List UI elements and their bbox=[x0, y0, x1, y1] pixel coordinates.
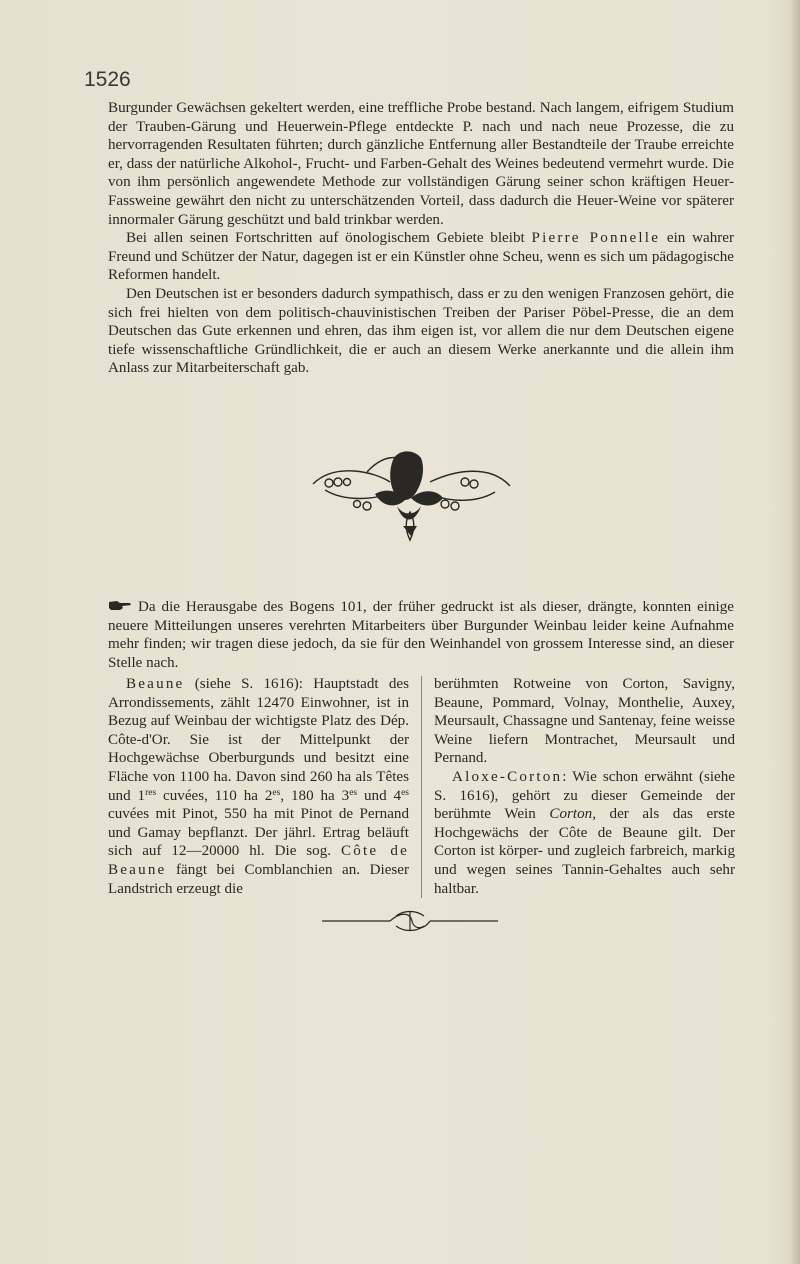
tailpiece-ornament bbox=[320, 908, 500, 934]
column-left bbox=[108, 675, 409, 898]
superscript-es: es bbox=[272, 787, 281, 798]
entry-title-aloxe-corton: Aloxe-Corton bbox=[452, 768, 563, 785]
intro-text bbox=[108, 99, 734, 378]
entry-beaune-text-2: cuvées, 110 ha 2 bbox=[156, 787, 273, 804]
superscript-res: res bbox=[145, 787, 157, 798]
intro-paragraph-2-end: ein wahrer Freund und Schützer der Natur, dagegen ist er ein Künstler ohne Scheu, wenn es sich um pädagogische Reformen handelt. bbox=[108, 230, 735, 284]
column-right bbox=[434, 675, 735, 898]
editorial-note-text: Da die Herausgabe des Bogens 101, der früher gedruckt ist als dieser, drängte, konnten einige neuere Mitteilungen unseres verehrten Mitarbeiters über Burgunder Weinbau leider keine Aufnahme mehr finden; wir tragen diese jedoch, da sie für den Weinhandel von grossem Interesse sind, an dieser Stelle nach. bbox=[108, 599, 734, 671]
editorial-note bbox=[108, 598, 734, 672]
entry-beaune-text-4: und 4 bbox=[357, 787, 402, 804]
editorial-note-paragraph bbox=[108, 598, 734, 672]
entry-beaune-continuation: berühmten Rotweine von Corton, Savigny, Beaune, Pommard, Volnay, Monthelie, Auxey, Meursault, Chassagne und Santenay, feine weisse Weine liefern Montrachet, Meursault und Pernand. bbox=[434, 676, 735, 767]
wine-name-corton: Corton bbox=[549, 806, 593, 823]
intro-paragraph-1: Burgunder Gewächsen gekeltert werden, eine treffliche Probe bestand. Nach langem, eifrigem Studium der Trauben-Gärung und Heuerwein-Pflege entdeckte P. nach und nach neue Prozesse, die zu hervorragenden Resultaten führten; durch gänzliche Entfernung aller Bestandteile der Traube erreichte er, dass der natürliche Alkohol-, Frucht- und Farben-Gehalt des Weines bedeutend vermehrt wurde. Die von ihm persönlich angewendete Methode zur vollständigen Gärung seiner schon kräftigen Heuer-Fassweine gewährt den nicht zu unterschätzenden Vorteil, dass dadurch die Heuer-Weine vor späterer innormaler Gärung geschützt und bald trinkbar werden. bbox=[108, 100, 734, 228]
page-number: 1526 bbox=[84, 68, 131, 91]
entry-beaune-text-3: , 180 ha 3 bbox=[280, 787, 350, 804]
entry-title-cote-de-beaune: Côte de Beaune bbox=[108, 843, 409, 878]
superscript-es: es bbox=[349, 787, 358, 798]
intro-paragraph-2 bbox=[108, 229, 734, 285]
decorative-vignette bbox=[305, 442, 515, 550]
pointing-hand-icon bbox=[108, 600, 132, 612]
entry-beaune bbox=[108, 675, 409, 898]
intro-paragraph-2-start: Bei allen seinen Fortschritten auf önologischem Gebiete bleibt bbox=[126, 230, 532, 247]
intro-paragraph-3: Den Deutschen ist er besonders dadurch sympathisch, dass er zu den wenigen Franzosen gehört, die sich frei hielten von dem politisch-chauvinistischen Treiben der Pariser Pöbel-Presse, die an dem Deutschen das Gute erkennen und ehren, das ihm eigen ist, vor allem die nur dem Deutschen eigene tiefe wissenschaftliche Gründlichkeit, die er auch an diesem Werke anerkannte und die allein ihm Anlass zur Mitarbeiterschaft gab. bbox=[108, 285, 734, 377]
entry-beaune-text-5: cuvées mit Pinot, 550 ha mit Pinot de Pernand und Gamay bepflanzt. Der jährl. Ertrag beläuft sich auf 12—20000 hl. Die sog. bbox=[108, 806, 409, 860]
column-divider bbox=[421, 676, 422, 898]
person-name: Pierre Ponnelle bbox=[531, 230, 661, 247]
entry-title-beaune: Beaune bbox=[126, 676, 185, 692]
entry-aloxe-text-1: : Wie schon erwähnt (siehe S. 1616), gehört zu dieser Gemeinde der berühmte Wein bbox=[434, 768, 735, 823]
superscript-es: es bbox=[401, 787, 410, 798]
entry-beaune-text-6: fängt bei Comblanchien an. Dieser Landstrich erzeugt die bbox=[108, 861, 409, 897]
entry-aloxe-corton bbox=[434, 768, 735, 898]
entry-aloxe-text-2: , der als das erste Hochgewächs der Côte de Beaune gilt. Der Corton ist körper- und zugleich farbreich, markig und wegen seines Tannin-Gehaltes auch sehr haltbar. bbox=[434, 806, 735, 897]
entry-beaune-text-1: (siehe S. 1616): Hauptstadt des Arrondissements, zählt 12470 Einwohner, ist in Bezug auf Weinbau der wichtigste Platz des Dép. Côte-d'Or. Sie ist der Mittelpunkt der Hochgewächse Oberburgunds und besitzt eine Fläche von 1100 ha. Davon sind 260 ha als Têtes und 1 bbox=[108, 676, 409, 804]
page-edge-shadow bbox=[790, 0, 800, 1264]
